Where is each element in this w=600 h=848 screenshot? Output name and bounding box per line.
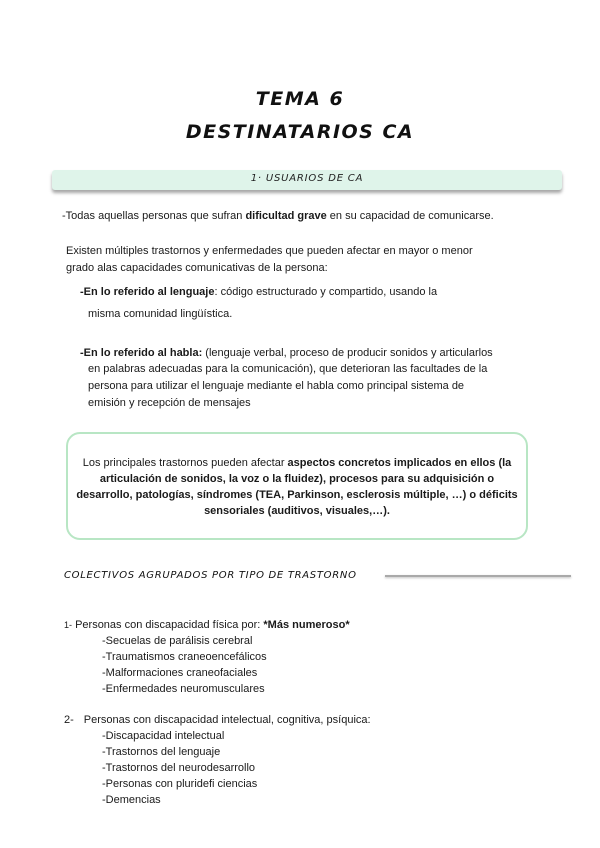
heading-rule xyxy=(385,575,571,577)
intro-paragraph: -Todas aquellas personas que sufran dificultad grave en su capacidad de comunicarse. xyxy=(62,210,494,222)
lenguaje-line-2: misma comunidad lingüística. xyxy=(88,308,233,320)
habla-line-2: en palabras adecuadas para la comunicación), que deterioran las facultades de la xyxy=(88,363,488,375)
group-1-title: 1- Personas con discapacidad física por: *Más numeroso* xyxy=(64,619,350,631)
lenguaje-line-1: -En lo referido al lenguaje: código estructurado y compartido, usando la xyxy=(80,286,438,298)
page-title: TEMA 6 xyxy=(255,88,345,110)
list-item: -Secuelas de parálisis cerebral xyxy=(102,635,253,647)
habla-line-4: emisión y recepción de mensajes xyxy=(88,397,251,409)
list-item: -Demencias xyxy=(102,794,161,806)
colectivos-heading: COLECTIVOS AGRUPADOS POR TIPO DE TRASTORNO xyxy=(64,570,357,581)
list-item: -Discapacidad intelectual xyxy=(102,730,225,742)
list-item: -Trastornos del neurodesarrollo xyxy=(102,762,256,774)
list-item: -Trastornos del lenguaje xyxy=(102,746,221,758)
section-heading: 1· USUARIOS DE CA xyxy=(250,173,364,184)
intro-line-3: grado alas capacidades comunicativas de la persona: xyxy=(66,262,328,274)
habla-line-3: persona para utilizar el lenguaje mediante el habla como principal sistema de xyxy=(88,380,465,392)
list-item: -Traumatismos craneoencefálicos xyxy=(102,651,267,663)
callout-text: Los principales trastornos pueden afectar aspectos concretos implicados en ellos (la articulación de sonidos, la voz o la fluidez), procesos para su adquisición o desarrollo, patologías, síndromes (TEA, Parkinson, esclerosis múltiple, …) o déficits sensoriales (auditivos, visuales,…). xyxy=(76,457,518,517)
intro-line-2: Existen múltiples trastornos y enfermedades que pueden afectar en mayor o menor xyxy=(66,245,473,257)
page-subtitle: DESTINATARIOS CA xyxy=(185,121,415,143)
section-heading-bar xyxy=(52,170,562,190)
list-item: -Malformaciones craneofaciales xyxy=(102,667,258,679)
list-item: -Enfermedades neuromusculares xyxy=(102,683,265,695)
callout-box xyxy=(66,432,528,540)
habla-line-1: -En lo referido al habla: (lenguaje verbal, proceso de producir sonidos y articularlos xyxy=(80,347,493,359)
group-2-title: 2- Personas con discapacidad intelectual, cognitiva, psíquica: xyxy=(64,714,371,726)
list-item: -Personas con pluridefi ciencias xyxy=(102,778,258,790)
